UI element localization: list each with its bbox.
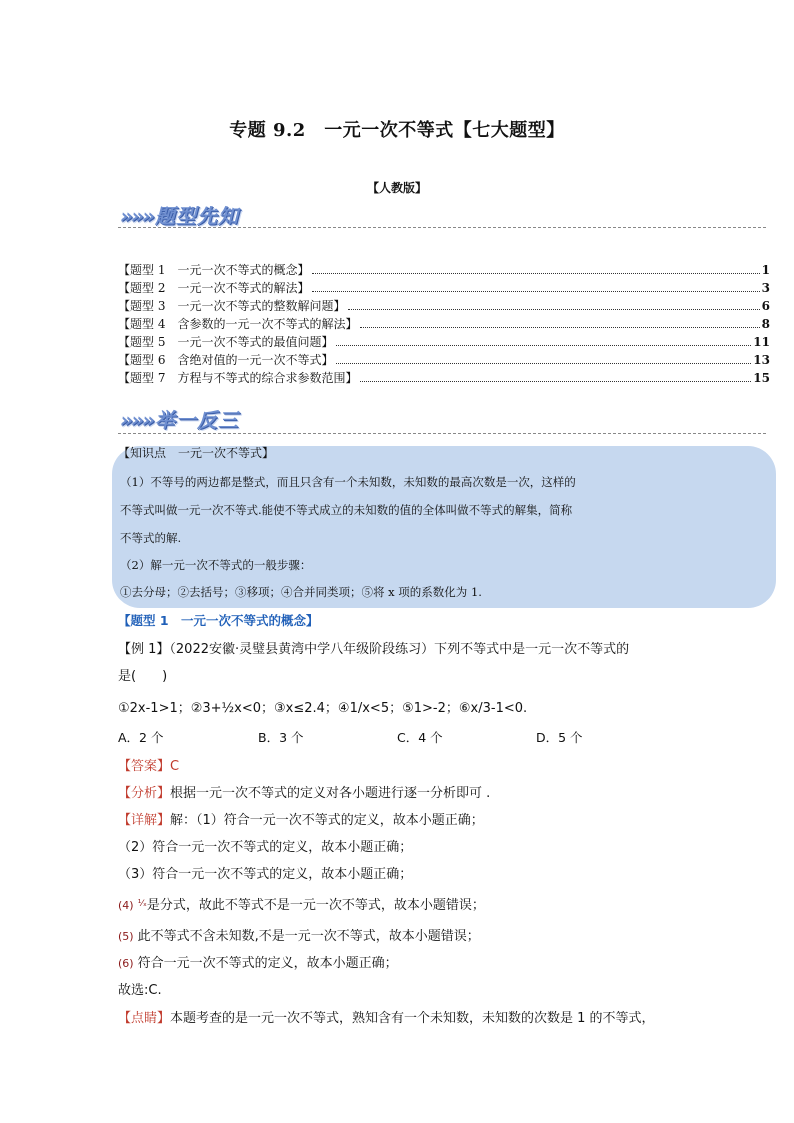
toc-leader <box>336 363 751 364</box>
detail-line: （2）符合一元一次不等式的定义，故本小题正确； <box>118 840 413 855</box>
detail-text: 是分式，故此不等式不是一元一次不等式，故本小题错误； <box>146 898 485 913</box>
example-text: 【例 1】（2022安徽·灵璧县黄湾中学八年级阶段练习）下列不等式中是一元一次不等式的 <box>118 642 630 657</box>
toc-row[interactable] <box>118 333 770 349</box>
detail-tag: 【详解】 <box>118 813 171 828</box>
option-a: A．2 个 <box>118 730 164 745</box>
option-b: B．3 个 <box>258 730 304 745</box>
knowledge-label: 【知识点 一元一次不等式】 <box>118 446 275 460</box>
detail-line <box>118 925 480 944</box>
knowledge-line: 不等式的解. <box>120 531 182 545</box>
detail-text: 解：（1）符合一元一次不等式的定义，故本小题正确； <box>170 813 484 828</box>
toc-leader <box>360 327 759 328</box>
detail-num: (4) <box>118 899 134 912</box>
toc-label: 【题型 7 方程与不等式的综合求参数范围】 <box>118 371 358 385</box>
toc-page: 6 <box>761 299 770 313</box>
section-heading: 【题型 1 一元一次不等式的概念】 <box>118 613 319 628</box>
arrows-icon: »»» <box>120 408 153 432</box>
toc-label: 【题型 1 一元一次不等式的概念】 <box>118 263 310 277</box>
knowledge-line: 不等式叫做一元一次不等式.能使不等式成立的未知数的值的全体叫做不等式的解集，简称 <box>120 503 573 517</box>
option-d: D．5 个 <box>536 730 583 745</box>
comment <box>118 1007 655 1026</box>
knowledge-line: ①去分母；②去括号；③移项；④合并同类项；⑤将 x 项的系数化为 1. <box>120 585 482 599</box>
toc-page: 8 <box>761 317 770 331</box>
toc-row[interactable] <box>118 261 770 277</box>
toc-row[interactable] <box>118 351 770 367</box>
knowledge-line: （1）不等号的两边都是整式，而且只含有一个未知数，未知数的最高次数是一次，这样的 <box>120 475 576 489</box>
detail-text: 符合一元一次不等式的定义，故本小题正确； <box>137 956 398 971</box>
banner-text: 题型先知 <box>155 204 239 228</box>
banner-text: 举一反三 <box>155 408 239 432</box>
toc-page: 15 <box>753 371 770 385</box>
toc-leader <box>312 291 759 292</box>
toc-leader <box>312 273 759 274</box>
toc-label: 【题型 2 一元一次不等式的解法】 <box>118 281 310 295</box>
detail-line: （3）符合一元一次不等式的定义，故本小题正确； <box>118 867 413 882</box>
example-text: 是( ) <box>118 669 168 684</box>
answer: 【答案】C <box>118 759 180 774</box>
banner-question-types <box>120 200 239 229</box>
analysis <box>118 782 490 801</box>
detail <box>118 809 484 828</box>
divider <box>118 433 766 434</box>
banner-examples <box>120 404 239 433</box>
toc-label: 【题型 6 含绝对值的一元一次不等式】 <box>118 353 334 367</box>
toc-row[interactable] <box>118 369 770 385</box>
comment-tag: 【点睛】 <box>118 1011 171 1026</box>
comment-text: 本题考查的是一元一次不等式，熟知含有一个未知数，未知数的次数是 1 的不等式， <box>170 1011 655 1026</box>
toc-row[interactable] <box>118 315 770 331</box>
toc-row[interactable] <box>118 297 770 313</box>
knowledge-line: （2）解一元一次不等式的一般步骤： <box>120 558 312 572</box>
toc-label: 【题型 5 一元一次不等式的最值问题】 <box>118 335 334 349</box>
toc-label: 【题型 4 含参数的一元一次不等式的解法】 <box>118 317 358 331</box>
detail-num: (6) <box>118 957 134 970</box>
page-title: 专题 9.2 一元一次不等式【七大题型】 <box>229 120 565 141</box>
toc-leader <box>348 309 759 310</box>
arrows-icon: »»» <box>120 204 153 228</box>
analysis-text: 根据一元一次不等式的定义对各小题进行逐一分析即可 . <box>170 786 491 801</box>
example-items: ①2x-1>1；②3+½x<0；③x≤2.4；④1/x<5；⑤1>-2；⑥x/3-1<0. <box>118 701 528 716</box>
detail-line <box>118 952 398 971</box>
fraction-one-over-x: ¹⁄ₓ <box>137 899 147 909</box>
toc-leader <box>336 345 751 346</box>
toc-page: 13 <box>753 353 770 367</box>
detail-num: (5) <box>118 930 134 943</box>
toc-page: 11 <box>753 335 770 349</box>
choose-line: 故选:C. <box>118 983 162 998</box>
toc-page: 3 <box>761 281 770 295</box>
edition-label: 【人教版】 <box>366 181 427 195</box>
toc-page: 1 <box>761 263 770 277</box>
toc-leader <box>360 381 751 382</box>
option-c: C．4 个 <box>397 730 443 745</box>
toc-label: 【题型 3 一元一次不等式的整数解问题】 <box>118 299 346 313</box>
analysis-tag: 【分析】 <box>118 786 171 801</box>
toc-row[interactable] <box>118 279 770 295</box>
detail-text: 此不等式不含未知数,不是一元一次不等式，故本小题错误； <box>137 929 480 944</box>
divider <box>118 227 766 228</box>
detail-line <box>118 894 485 913</box>
